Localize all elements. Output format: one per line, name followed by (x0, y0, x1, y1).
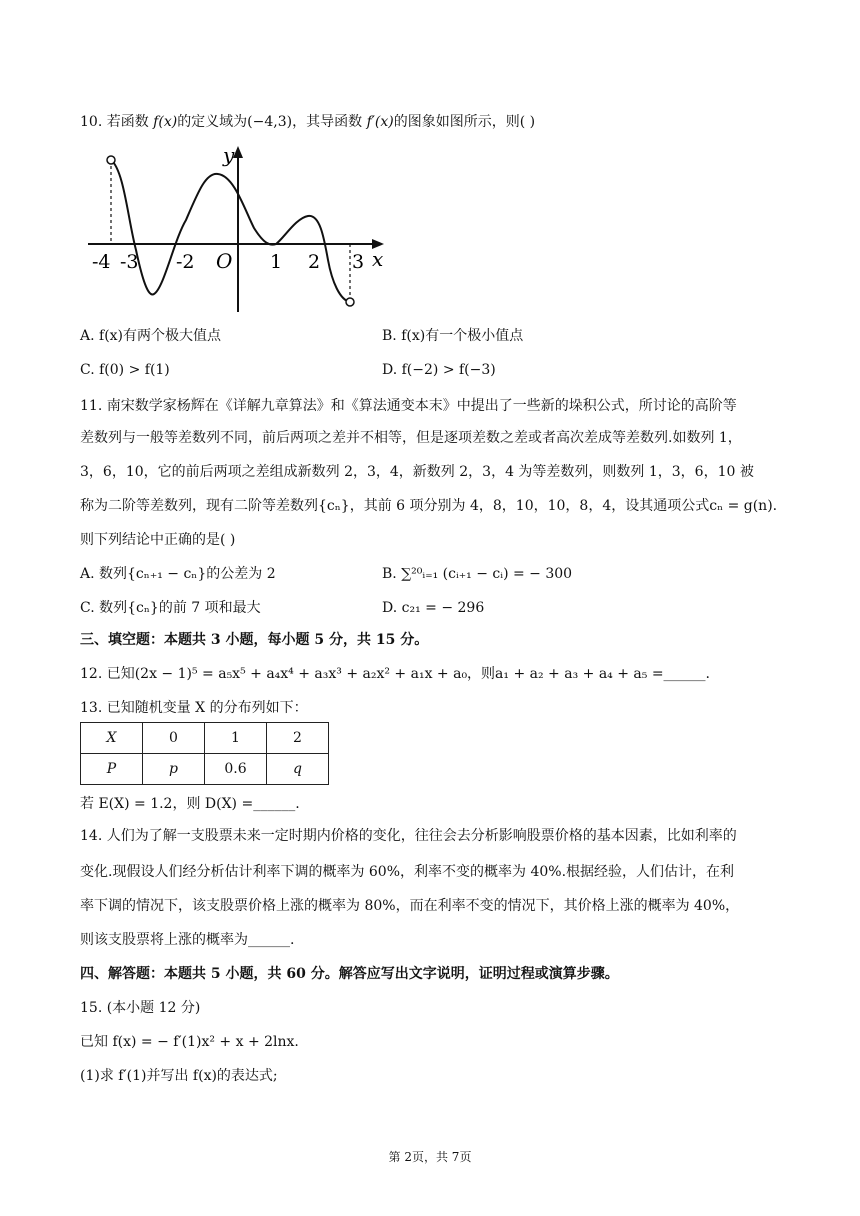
q10-option-c: C. f(0) > f(1) (80, 362, 170, 378)
table-cell: p (143, 754, 205, 785)
q15-title: 15. (本小题 12 分) (80, 1000, 201, 1016)
q10-stem-f: f(x) (153, 114, 178, 130)
q10-stem-prefix: 10. 若函数 (80, 114, 154, 130)
table-cell: P (81, 754, 143, 785)
q11-line: 11. 南宋数学家杨辉在《详解九章算法》和《算法通变本末》中提出了一些新的垛积公式，所讨论的高阶等 (80, 398, 737, 414)
page-footer: 第 2页，共 7页 (388, 1150, 472, 1164)
open-endpoint-left (107, 156, 115, 164)
q15-part1: (1)求 f′(1)并写出 f(x)的表达式; (80, 1068, 278, 1084)
table-cell: 0.6 (205, 754, 267, 785)
q14-line: 率下调的情况下，该支股票价格上涨的概率为 80%，而在利率不变的情况下，其价格上涨的概率为 40%， (80, 898, 740, 914)
q12-stem: 12. 已知(2x − 1)⁵ = a₅x⁵ + a₄x⁴ + a₃x³ + a₂x² + a₁x + a₀，则a₁ + a₂ + a₃ + a₄ + a₅ =______. (80, 666, 711, 682)
q13-after: 若 E(X) = 1.2，则 D(X) =______. (80, 796, 300, 812)
q11-line: 3，6，10，它的前后两项之差组成新数列 2，3，4，新数列 2，3，4 为等差数列，则数列 1，3，6，10 被 (80, 464, 754, 480)
q11-line: 则下列结论中正确的是( ) (80, 532, 236, 548)
section3-heading: 三、填空题：本题共 3 小题，每小题 5 分，共 15 分。 (80, 632, 429, 648)
table-cell: 1 (205, 723, 267, 754)
q10-stem-suffix: 的图象如图所示，则( ) (393, 114, 536, 130)
q11-line: 差数列与一般等差数列不同，前后两项之差并不相等，但是逐项差数之差或者高次差成等差数列.如数列 1， (80, 430, 742, 446)
q11-option-d: D. c₂₁ = − 296 (382, 600, 485, 616)
q14-line: 则该支股票将上涨的概率为______. (80, 932, 295, 948)
table-cell: q (267, 754, 329, 785)
q10-stem (80, 112, 535, 132)
table-row (81, 754, 329, 785)
q10-option-d: D. f(−2) > f(−3) (382, 362, 496, 378)
q10-option-b: B. f(x)有一个极小值点 (382, 328, 524, 344)
table-cell: 0 (143, 723, 205, 754)
table-cell: 2 (267, 723, 329, 754)
tick-label: 2 (308, 251, 321, 273)
origin-label: O (216, 249, 233, 273)
q11-option-a: A. 数列{cₙ₊₁ − cₙ}的公差为 2 (80, 566, 276, 582)
q14-line: 变化.现假设人们经分析估计利率下调的概率为 60%，利率不变的概率为 40%.根据经验，人们估计，在利 (80, 864, 735, 880)
derivative-graph (88, 140, 388, 320)
distribution-table (80, 722, 329, 785)
y-label: y (223, 143, 235, 167)
tick-label: -2 (176, 251, 195, 273)
q11-option-c: C. 数列{cₙ}的前 7 项和最大 (80, 600, 261, 616)
open-endpoint-right (346, 298, 354, 306)
q11-line: 称为二阶等差数列，现有二阶等差数列{cₙ}，其前 6 项分别为 4，8，10，10，8，4，设其通项公式cₙ = g(n). (80, 498, 778, 514)
q10-stem-mid: 的定义域为(−4,3)，其导函数 (177, 114, 367, 130)
q11-option-b: B. ∑²⁰ᵢ₌₁ (cᵢ₊₁ − cᵢ) = − 300 (382, 566, 573, 582)
table-cell: X (81, 723, 143, 754)
q13-stem: 13. 已知随机变量 X 的分布列如下： (80, 700, 308, 716)
table-row (81, 723, 329, 754)
x-label: x (372, 247, 384, 271)
tick-label: -3 (120, 251, 139, 273)
tick-label: 3 (352, 251, 365, 273)
q10-option-a: A. f(x)有两个极大值点 (80, 328, 222, 344)
section4-heading: 四、解答题：本题共 5 小题，共 60 分。解答应写出文字说明，证明过程或演算步骤。 (80, 966, 619, 982)
q14-line: 14. 人们为了解一支股票未来一定时期内价格的变化，往往会去分析影响股票价格的基本因素，比如利率的 (80, 828, 737, 844)
derivative-curve (111, 160, 350, 302)
tick-label: 1 (270, 251, 283, 273)
tick-label: -4 (92, 251, 111, 273)
q15-given: 已知 f(x) = − f′(1)x² + x + 2lnx. (80, 1034, 299, 1050)
q10-stem-fp: f′(x) (366, 114, 394, 130)
y-axis-arrow (233, 146, 243, 158)
